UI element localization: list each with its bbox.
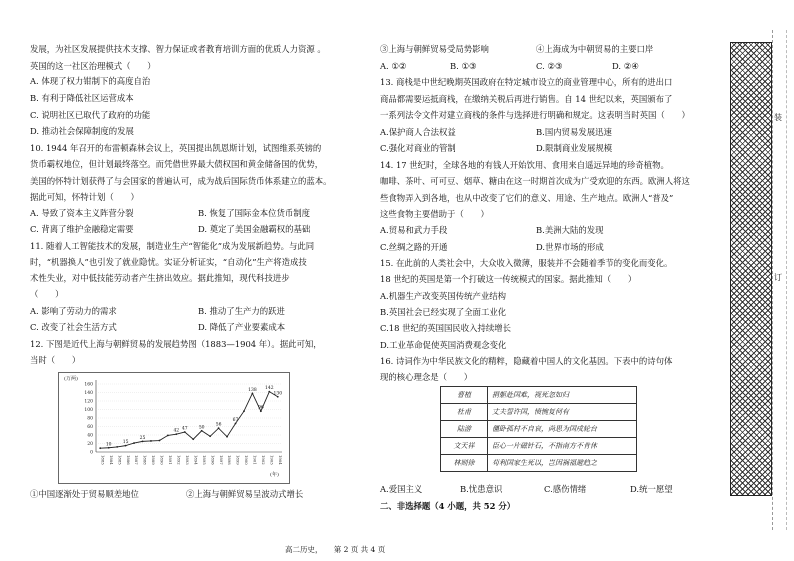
poet-cell: 文天祥 xyxy=(441,438,488,455)
data-label: 25 xyxy=(139,435,146,441)
q11-text-line: 11. 随着人工智能技术的发展，制造业生产“智能化”成为发展新趋势。与此同 xyxy=(30,241,315,251)
binding-dash-line xyxy=(772,30,773,530)
data-point xyxy=(167,435,169,437)
q16-stem: 现的核心理念是（ ） xyxy=(380,372,473,382)
x-tick-label: 1899 xyxy=(235,455,241,465)
y-tick-label: 20 xyxy=(87,442,93,448)
data-point xyxy=(209,435,211,437)
verse-cell: 臣心一片磁针石，不指南方不肯休 xyxy=(488,438,637,455)
poet-cell: 陆游 xyxy=(441,421,488,438)
q15-option-b: B.英国社会已经实现了全面工业化 xyxy=(380,307,507,317)
page-footer: 高二历史， 第 2 页 共 4 页 xyxy=(285,545,386,554)
q10-stem: 据此可知，怀特计划（ ） xyxy=(30,192,139,202)
q12-stem: 当时（ ） xyxy=(30,355,81,365)
data-label: 56 xyxy=(215,422,222,428)
q12-choice-b: B. ①③ xyxy=(450,61,477,71)
q14-text-line: 14. 17 世纪时，全球各地的有钱人开始饮用、食用来自遥远异地的珍奇植物。 xyxy=(380,160,669,170)
y-tick-label: 160 xyxy=(84,382,93,388)
q10-text-line: 美国的怀特计划获得了与会国家的普遍认可，成为战后国际货币体系建立的蓝本。 xyxy=(30,176,332,186)
table-row xyxy=(441,387,637,404)
y-tick-label: 120 xyxy=(84,399,93,405)
q14-text-line: 些食物弄入到各地，也从中改变了它们的意义、用途、生产地点。欧洲人“普及” xyxy=(380,193,674,203)
q15-option-c: C.18 世纪的英国国民收入持续增长 xyxy=(380,323,511,333)
q9-option-c: C. 说明社区已取代了政府的功能 xyxy=(30,110,151,120)
q14-option-d: D.世界市场的形成 xyxy=(536,242,604,252)
q16-option-b: B.忧患意识 xyxy=(460,484,503,494)
x-tick-label: 1888 xyxy=(142,455,148,465)
q12-option-1: ①中国逐渐处于贸易顺差地位 xyxy=(30,489,139,499)
chart-x-label: (年) xyxy=(270,472,279,478)
chart-y-label: (万两) xyxy=(64,376,78,382)
q11-option-c: C. 改变了社会生活方式 xyxy=(30,322,117,332)
q11-text-line: 术性失业，对中低技能劳动者产生挤出效应。据此推知，现代科技进步 xyxy=(30,273,290,283)
y-tick-label: 40 xyxy=(87,433,93,439)
x-tick-label: 1885 xyxy=(117,455,123,465)
x-tick-label: 1894 xyxy=(193,455,199,465)
table-row xyxy=(441,438,637,455)
x-tick-label: 1889 xyxy=(151,455,157,465)
y-tick-label: 60 xyxy=(87,425,93,431)
q12-choice-d: D. ②④ xyxy=(612,61,639,71)
x-tick-label: 1900 xyxy=(244,455,250,465)
q12-option-3: ③上海与朝鲜贸易受局势影响 xyxy=(380,44,489,54)
x-tick-label: 1886 xyxy=(125,455,131,465)
data-point xyxy=(192,438,194,440)
table-row xyxy=(441,421,637,438)
data-label: 47 xyxy=(181,426,188,432)
data-point xyxy=(150,440,152,442)
x-tick-label: 1891 xyxy=(168,455,174,465)
q16-text-line: 16. 诗词作为中华民族文化的精粹，隐藏着中国人的文化基因。下表中的诗句体 xyxy=(380,356,673,366)
binding-dash-line xyxy=(786,30,787,530)
data-label: 10 xyxy=(105,442,112,448)
q11-option-b: B. 推动了生产力的跃进 xyxy=(198,306,285,316)
q12-option-4: ④上海成为中朝贸易的主要口岸 xyxy=(536,44,654,54)
x-tick-label: 1892 xyxy=(176,455,182,465)
poet-cell: 杜甫 xyxy=(441,404,488,421)
q13-option-d: D.限制商业发展规模 xyxy=(536,143,613,153)
binding-label-zhuang: 装 xyxy=(774,113,782,122)
q9-stem: 英国的这一社区治理模式（ ） xyxy=(30,61,156,71)
q12-option-2: ②上海与朝鲜贸易呈波动式增长 xyxy=(186,489,304,499)
x-tick-label: 1884 xyxy=(108,455,114,465)
data-label: 142 xyxy=(265,386,274,392)
q9-option-a: A. 体现了权力钳制下的高度自治 xyxy=(30,76,151,86)
q16-option-a: A.爱国主义 xyxy=(380,484,423,494)
x-tick-label: 1897 xyxy=(218,455,224,465)
data-label: 15 xyxy=(122,440,129,446)
data-label: 42 xyxy=(173,428,180,434)
q15-text-line: 15. 在此前的人类社会中，大众收入微薄，服装并不会随着季节的变化而变化。 xyxy=(380,258,673,268)
q14-stem: 这些食物主要借助于（ ） xyxy=(380,209,489,219)
q11-text-line: 时，“机器换人”也引发了就业隐忧。实证分析证实，“自动化”生产将造成技 xyxy=(30,257,307,267)
poem-table xyxy=(440,386,637,472)
y-tick-label: 0 xyxy=(90,450,93,456)
verse-cell: 丈夫誓许国，愤惋复何有 xyxy=(488,404,637,421)
x-tick-label: 1883 xyxy=(100,455,106,465)
q10-text-line: 10. 1944 年召开的布雷顿森林会议上，英国提出凯恩斯计划，试图维系英镑的 xyxy=(30,143,322,153)
x-tick-label: 1904 xyxy=(277,455,283,465)
q12-choice-a: A. ①② xyxy=(380,61,407,71)
binding-label-ding: 订 xyxy=(774,273,782,282)
data-point xyxy=(99,447,101,449)
x-tick-label: 1890 xyxy=(159,455,165,465)
q13-option-a: A.保护商人合法权益 xyxy=(380,127,456,137)
q15-stem: 18 世纪的英国是第一个打破这一传统模式的国家。据此推知（ ） xyxy=(380,274,637,284)
y-tick-label: 80 xyxy=(87,416,93,422)
x-tick-label: 1896 xyxy=(210,455,216,465)
data-point xyxy=(116,446,118,448)
x-tick-label: 1902 xyxy=(261,455,267,465)
q9-option-b: B. 有利于降低社区运营成本 xyxy=(30,93,134,103)
q14-option-a: A.贸易和武力手段 xyxy=(380,225,448,235)
q13-text-line: 商品都需要运抵商栈，在缴纳关税后再进行销售。自 14 世纪以来，英国颁布了 xyxy=(380,94,673,104)
q13-option-b: B.国内贸易发展迅速 xyxy=(536,127,612,137)
q11-option-d: D. 降低了产业要素成本 xyxy=(198,322,286,332)
q14-option-c: C.丝绸之路的开通 xyxy=(380,242,448,252)
q16-option-d: D.统一愿望 xyxy=(630,484,673,494)
q10-option-a: A. 导致了资本主义阵营分裂 xyxy=(30,208,134,218)
section-two-heading: 二、非选择题（4 小题，共 52 分） xyxy=(380,501,516,511)
q10-option-d: D. 奠定了美国金融霸权的基础 xyxy=(198,224,311,234)
x-tick-label: 1898 xyxy=(227,455,233,465)
q13-option-c: C.强化对商业的管制 xyxy=(380,143,456,153)
q9-option-d: D. 推动社会保障制度的发展 xyxy=(30,126,134,136)
q13-stem: 一系列法令文件对建立商栈的条件与选择进行明确和规定。这表明当时英国（ ） xyxy=(380,110,690,120)
verse-cell: 僵卧孤村不自哀，尚思为国戍轮台 xyxy=(488,421,637,438)
verse-cell: 捐躯赴国难，视死忽如归 xyxy=(488,387,637,404)
q10-text-line: 货币霸权地位，但计划最终落空。而凭借世界最大债权国和黄金储备国的优势， xyxy=(30,159,324,169)
q12-text-line: 12. 下图是近代上海与朝鲜贸易的发展趋势图（1883—1904 年）。据此可知， xyxy=(30,339,322,349)
q9-text-line: 发展，为社区发展提供技术支撑、智力保证或者教育培训方面的优质人力资源 。 xyxy=(30,44,326,54)
y-tick-label: 140 xyxy=(84,391,93,397)
data-label: 96 xyxy=(257,405,264,411)
x-tick-label: 1887 xyxy=(134,455,140,465)
data-label: 130 xyxy=(273,391,283,397)
q16-option-c: C.感伤情绪 xyxy=(544,484,587,494)
q11-stem: （ ） xyxy=(30,289,64,299)
data-point xyxy=(159,440,161,442)
data-point xyxy=(133,442,135,444)
q13-text-line: 13. 商栈是中世纪晚期英国政府在特定城市设立的商业管理中心，所有的进出口 xyxy=(380,77,673,87)
data-point xyxy=(243,410,245,412)
data-label: 50 xyxy=(198,425,205,431)
data-point xyxy=(226,436,228,438)
q10-option-c: C. 背离了维护金融稳定需要 xyxy=(30,224,134,234)
verse-cell: 苟利国家生死以，岂因祸福避趋之 xyxy=(488,455,637,472)
data-label: 138 xyxy=(248,387,257,393)
q15-option-d: D.工业革命促使英国消费观念变化 xyxy=(380,340,507,350)
trade-trend-chart xyxy=(58,372,290,484)
q15-option-a: A.机器生产改变英国传统产业结构 xyxy=(380,291,506,301)
table-row xyxy=(441,404,637,421)
data-label: 67 xyxy=(232,418,239,424)
poet-cell: 曹植 xyxy=(441,387,488,404)
q14-text-line: 咖啡、茶叶、可可豆、烟草、糖由在这一时期首次成为广受欢迎的东西。欧洲人将这 xyxy=(380,176,690,186)
q12-choice-c: C. ②③ xyxy=(536,61,563,71)
poet-cell: 林则徐 xyxy=(441,455,488,472)
q10-option-b: B. 恢复了国际金本位货币制度 xyxy=(198,208,310,218)
binding-hatch-strip xyxy=(730,42,772,496)
q14-option-b: B.美洲大陆的发现 xyxy=(536,225,604,235)
x-tick-label: 1903 xyxy=(269,455,275,465)
table-row xyxy=(441,455,637,472)
x-tick-label: 1893 xyxy=(184,455,190,465)
x-tick-label: 1901 xyxy=(252,455,258,465)
y-tick-label: 100 xyxy=(84,408,93,414)
q11-option-a: A. 影响了劳动力的需求 xyxy=(30,306,117,316)
x-tick-label: 1895 xyxy=(201,455,207,465)
